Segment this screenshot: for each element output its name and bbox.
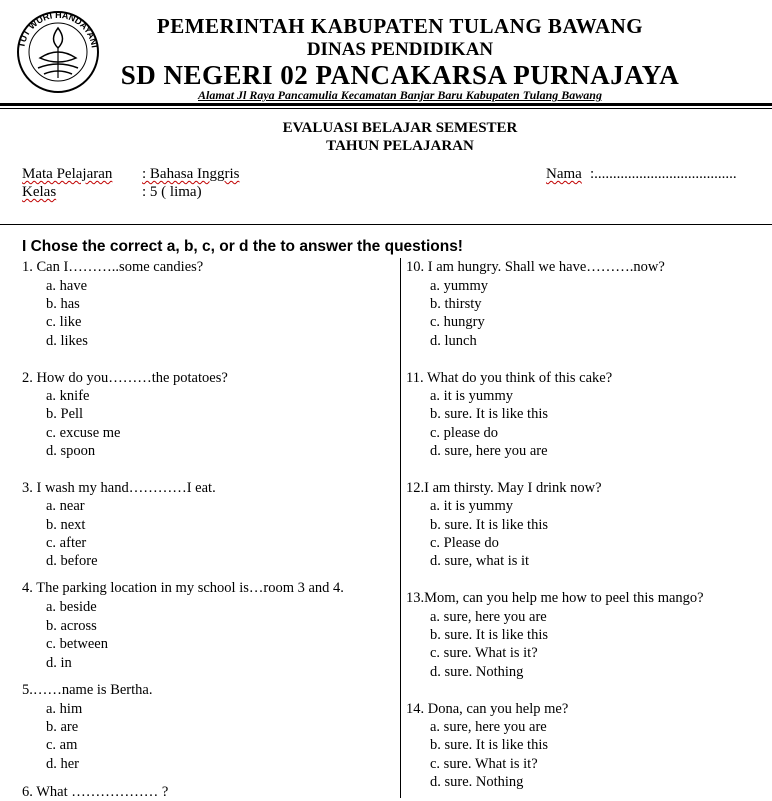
subject-label: Mata Pelajaran: [22, 166, 113, 182]
question-3-option-c: c. after: [46, 535, 87, 551]
question-2-option-b: b. Pell: [46, 406, 84, 422]
question-4-option-a: a. beside: [46, 599, 97, 615]
question-12: 12.I am thirsty. May I drink now?: [406, 480, 602, 496]
question-11-option-d: d. sure, here you are: [430, 443, 548, 459]
question-2-option-c: c. excuse me: [46, 425, 121, 441]
question-10: 10. I am hungry. Shall we have……….now?: [406, 259, 665, 275]
tut-wuri-handayani-logo: [8, 8, 108, 96]
question-5-option-a: a. him: [46, 701, 83, 717]
question-11-option-c: c. please do: [430, 425, 499, 441]
question-3-option-d: d. before: [46, 553, 98, 569]
header-rule-thick: [0, 103, 772, 106]
exam-title: EVALUASI BELAJAR SEMESTER: [282, 120, 518, 136]
subject-value-text: : Bahasa Inggris: [142, 166, 240, 182]
school-address: Alamat Jl Raya Pancamulia Kecamatan Banjar Baru Kabupaten Tulang Bawang: [198, 88, 602, 102]
exam-year: TAHUN PELAJARAN: [326, 138, 474, 154]
question-14-option-d: d. sure. Nothing: [430, 774, 524, 790]
question-12-option-d: d. sure, what is it: [430, 553, 530, 569]
question-3-option-b: b. next: [46, 517, 86, 533]
question-5-option-d: d. her: [46, 756, 80, 772]
question-12-option-a: a. it is yummy: [430, 498, 513, 514]
question-2: 2. How do you………the potatoes?: [22, 370, 228, 386]
government-heading: PEMERINTAH KABUPATEN TULANG BAWANG: [156, 14, 644, 38]
question-13-option-d: d. sure. Nothing: [430, 664, 524, 680]
question-5-option-c: c. am: [46, 737, 78, 753]
question-4: 4. The parking location in my school is…room 3 and 4.: [22, 580, 344, 596]
question-1: 1. Can I………..some candies?: [22, 259, 204, 275]
school-name: SD NEGERI 02 PANCAKARSA PURNAJAYA: [120, 60, 680, 90]
question-14-option-b: b. sure. It is like this: [430, 737, 549, 753]
question-12-option-b: b. sure. It is like this: [430, 517, 549, 533]
question-2-option-a: a. knife: [46, 388, 90, 404]
question-4-option-b: b. across: [46, 618, 97, 634]
meta-rule: [0, 224, 772, 225]
question-10-option-d: d. lunch: [430, 333, 477, 349]
question-12-option-c: c. Please do: [430, 535, 499, 551]
subject-value: [142, 166, 239, 183]
question-5-option-b: b. are: [46, 719, 79, 735]
question-1-option-c: c. like: [46, 314, 82, 330]
question-1-option-a: a. have: [46, 278, 88, 294]
class-value: : 5 ( lima): [142, 184, 202, 200]
class-label: Kelas: [22, 184, 57, 200]
column-divider: [400, 258, 401, 798]
name-field[interactable]: :......................................: [590, 166, 737, 182]
question-6-partial: 6. What ……………… ?: [22, 784, 169, 800]
question-10-option-b: b. thirsty: [430, 296, 482, 312]
department-heading: DINAS PENDIDIKAN: [306, 39, 494, 60]
question-1-option-d: d. likes: [46, 333, 88, 349]
question-2-option-d: d. spoon: [46, 443, 96, 459]
question-13-option-b: b. sure. It is like this: [430, 627, 549, 643]
name-label: Nama: [546, 166, 582, 182]
question-11-option-b: b. sure. It is like this: [430, 406, 549, 422]
question-1-option-b: b. has: [46, 296, 80, 312]
question-13-option-c: c. sure. What is it?: [430, 645, 538, 661]
question-4-option-d: d. in: [46, 655, 72, 671]
question-10-option-c: c. hungry: [430, 314, 485, 330]
question-14-option-c: c. sure. What is it?: [430, 756, 538, 772]
question-3-option-a: a. near: [46, 498, 85, 514]
question-11: 11. What do you think of this cake?: [406, 370, 613, 386]
question-14-option-a: a. sure, here you are: [430, 719, 547, 735]
question-11-option-a: a. it is yummy: [430, 388, 513, 404]
question-13-option-a: a. sure, here you are: [430, 609, 547, 625]
instruction-text: I Chose the correct a, b, c, or d the to answer the questions!: [22, 238, 463, 255]
logo-motto: TUT WURI HANDAYANI: [16, 9, 100, 49]
question-5: 5.……name is Bertha.: [22, 682, 153, 698]
header-rule-thin: [0, 108, 772, 109]
question-3: 3. I wash my hand…………I eat.: [22, 480, 216, 496]
question-13: 13.Mom, can you help me how to peel this mango?: [406, 590, 704, 606]
question-4-option-c: c. between: [46, 636, 108, 652]
question-10-option-a: a. yummy: [430, 278, 488, 294]
question-14: 14. Dona, can you help me?: [406, 701, 569, 717]
